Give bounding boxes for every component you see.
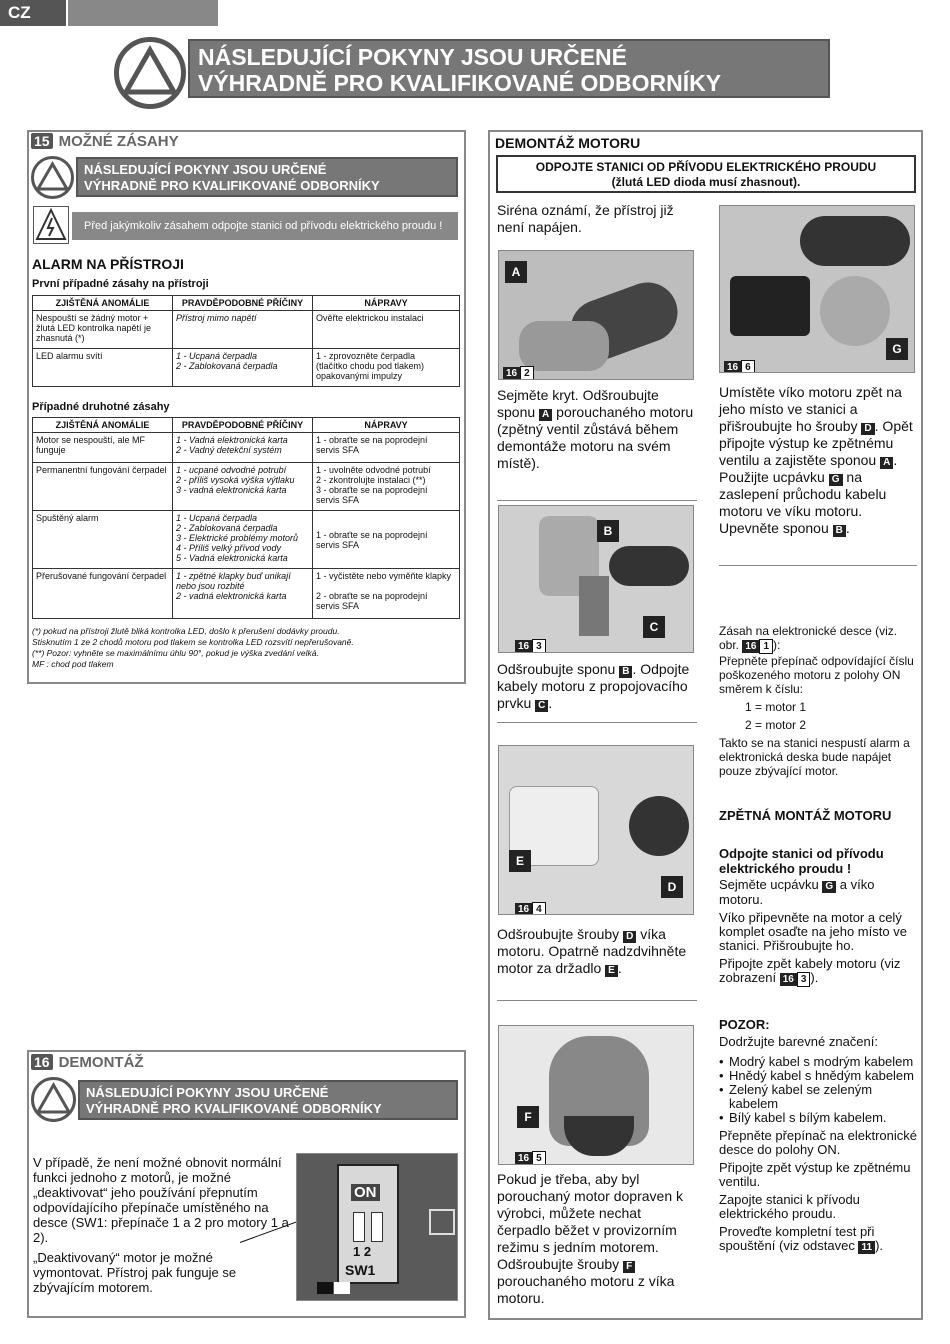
figure-number: 16: [503, 367, 520, 380]
banner-line-2: VÝHRADNĚ PRO KVALIFIKOVANÉ ODBORNÍKY: [198, 70, 722, 96]
banner-line-2: VÝHRADNĚ PRO KVALIFIKOVANÉ ODBORNÍKY: [84, 178, 380, 193]
switch-on-label: ON: [351, 1184, 380, 1201]
reassembly-title: ZPĚTNÁ MONTÁŽ MOTORU: [719, 808, 892, 823]
footnote: (*) pokud na přístroji žlutě bliká kontrolka LED, došlo k přerušení dodávky proudu.: [32, 626, 340, 636]
step-text: Pokud je třeba, aby byl porouchaný motor dopraven k výrobci, můžete nechat čerpadlo běžet v provizorním režimu s jedním motorem. Odšroubujte šrouby: [497, 1171, 683, 1272]
label-a: A: [505, 261, 527, 283]
step-text: Víko připevněte na motor a celý komplet osaďte na jeho místo ve stanici. Přišroubujte ho.: [719, 910, 907, 953]
table-row: [33, 569, 460, 619]
table-cell: Ověřte elektrickou instalaci: [313, 311, 460, 349]
caution-title: POZOR:: [719, 1017, 770, 1032]
section-ref: 11: [858, 1241, 875, 1254]
step-replace-cover: Umístěte víko motoru zpět na jeho místo ve stanici a přišroubujte ho šrouby D . Opět připojte výstup ke zpětnému ventilu a zajistěte sponou A . Použijte ucpávku G na zaslepení průchodu kabelu motoru ve víku motoru. Upevněte sponou B .: [719, 384, 913, 536]
tag-g: G: [822, 881, 836, 893]
table-cell: Spuštěný alarm: [33, 511, 173, 569]
figure-16-3: [498, 505, 694, 653]
figure-number: 16: [515, 640, 532, 653]
figure-number: 16: [515, 1152, 532, 1165]
table-row: [33, 311, 460, 349]
footnote: (**) Pozor: vyhněte se maximálnímu úhlu 90°, pokud je výška zvedání velká.: [32, 648, 319, 658]
main-warning-banner: [188, 39, 830, 98]
dip-switch-1: [353, 1212, 365, 1242]
electric-hazard-icon: [33, 206, 69, 244]
language-tab: CZ: [0, 0, 66, 26]
section-title: DEMONTÁŽ: [58, 1054, 144, 1071]
table-cell: 1 - zpětné klapky buď unikají nebo jsou rozbité 2 - vadná elektronická karta: [173, 569, 313, 619]
warning-triangle-icon: [31, 156, 74, 199]
section-16-warning-banner: [78, 1080, 458, 1120]
section-16-text-2: „Deaktivovaný“ motor je možné vymontovat. Přístroj pak funguje se zbývajícím motorem.: [33, 1250, 237, 1295]
figure-sub-number: 5: [532, 1151, 546, 1165]
divider: [497, 722, 697, 723]
label-c: C: [643, 616, 665, 638]
figure-ref-sub: 1: [759, 639, 773, 654]
figure-ref: 16: [742, 640, 759, 653]
reassembly-steps: Sejměte ucpávku G a víko motoru. Víko připevněte na motor a celý komplet osaďte na jeho místo ve stanici. Přišroubujte ho. Připojte zpět kabely motoru (viz zobrazení 16 3 ).: [719, 878, 917, 987]
table-cell: 1 - obraťte se na poprodejní servis SFA: [313, 511, 460, 569]
step-text: Proveďte kompletní test při spouštění (viz odstavec: [719, 1224, 875, 1253]
tag-c: C: [535, 700, 548, 712]
label-d: D: [661, 876, 683, 898]
table-cell: Přerušované fungování čerpadel: [33, 569, 173, 619]
figure-sub-number: 4: [532, 902, 546, 915]
first-table: [32, 295, 460, 387]
step-unscrew-b: Odšroubujte sponu B . Odpojte kabely motoru z propojovacího prvku C .: [497, 661, 690, 711]
section-15-warning-banner: [76, 157, 458, 197]
section-number: 16: [31, 1054, 53, 1070]
switch-numbers: 1 2: [353, 1244, 372, 1259]
tag-a: A: [539, 409, 552, 421]
figure-ref: 16: [780, 973, 797, 986]
figure-16-6: [719, 205, 915, 373]
table-cell: 1 - ucpané odvodné potrubí 2 - příliš vysoká výška výtlaku 3 - vadná elektronická karta: [173, 463, 313, 511]
figure-16-5: [498, 1025, 694, 1165]
warning-triangle-icon: [31, 1077, 76, 1122]
table-row: [33, 511, 460, 569]
banner-line-1: NÁSLEDUJÍCÍ POKYNY JSOU URČENÉ: [84, 162, 327, 177]
table-row: [33, 463, 460, 511]
warning-triangle-icon: [114, 37, 186, 109]
table-cell: LED alarmu svítí: [33, 349, 173, 387]
figure-number: 16: [515, 903, 532, 915]
tag-f: F: [623, 1261, 635, 1273]
step-text: . Použijte ucpávku: [719, 452, 898, 485]
table-cell: 1 - obraťte se na poprodejní servis SFA: [313, 433, 460, 463]
label-e: E: [509, 850, 531, 872]
section-number: 15: [31, 133, 53, 149]
label-g: G: [886, 338, 908, 360]
col-header: NÁPRAVY: [313, 418, 460, 433]
table-cell: 1 - vyčistěte nebo vyměňte klapky 2 - obraťte se na poprodejní servis SFA: [313, 569, 460, 619]
switch-name: SW1: [345, 1262, 376, 1278]
tag-b: B: [619, 666, 632, 678]
figure-sub-number: 6: [741, 360, 755, 373]
section-title: MOŽNÉ ZÁSAHY: [58, 133, 179, 150]
step-text: porouchaného motoru z víka motoru.: [497, 1273, 675, 1306]
step-text: Sejměte ucpávku: [719, 877, 819, 892]
caution-steps: Dodržujte barevné značení: • Modrý kabel s modrým kabelem • Hnědý kabel s hnědým kabelem • Zelený kabel se zeleným kabelem • Bílý kabel s bílým kabelem. Přepněte přepínač na elektronické desce do polohy ON. Připojte zpět výstup ke zpětnému ventilu. Zapojte stanici k přívodu elektrického proudu. Proveďte kompletní test při spouštění (viz odstavec 11 ).: [719, 1035, 917, 1254]
second-table: [32, 417, 460, 619]
reassembly-warning: Odpojte stanici od přívodu elektrického proudu !: [719, 846, 884, 876]
footnotes: [32, 626, 457, 670]
col-header: NÁPRAVY: [313, 296, 460, 311]
label-f: F: [517, 1106, 539, 1128]
section-15-header: [31, 133, 179, 151]
switch-photo: [296, 1153, 458, 1301]
list-item: • Modrý kabel s modrým kabelem: [719, 1055, 917, 1069]
step-text: Takto se na stanici nespustí alarm a elektronická deska bude napájet pouze zbývající motor.: [719, 736, 910, 778]
list-item: • Bílý kabel s bílým kabelem.: [719, 1111, 917, 1125]
first-interventions-title: První případné zásahy na přístroji: [32, 278, 209, 290]
motor-2-mapping: 2 = motor 2: [745, 718, 807, 732]
tag-b: B: [833, 525, 846, 537]
table-cell: 1 - zprovozněte čerpadla (tlačítko chodu pod tlakem) opakovanými impulzy: [313, 349, 460, 387]
table-cell: Permanentní fungování čerpadel: [33, 463, 173, 511]
step-text: Přepněte přepínač odpovídající číslu poškozeného motoru z polohy ON směrem k číslu:: [719, 654, 914, 696]
power-off-line-2: (žlutá LED dioda musí zhasnout).: [611, 175, 801, 189]
step-text: Zapojte stanici k přívodu elektrického proudu.: [719, 1192, 860, 1221]
step-text: . Opět připojte výstup ke zpětnému ventilu a zajistěte sponou: [719, 418, 913, 468]
step-text: Odšroubujte sponu: [497, 661, 616, 677]
step-text: Odšroubujte šrouby: [497, 926, 620, 942]
col-header: PRAVDĚPODOBNÉ PŘÍČINY: [173, 418, 313, 433]
step-text: Sejměte kryt. Odšroubujte sponu: [497, 387, 659, 420]
electric-warning-bar: Před jakýmkoliv zásahem odpojte stanici od přívodu elektrického proudu !: [72, 212, 458, 240]
motor-demontage-title: DEMONTÁŽ MOTORU: [495, 135, 641, 151]
table-cell: Nespouští se žádný motor + žlutá LED kontrolka napětí je zhasnutá (*): [33, 311, 173, 349]
step-text: Přepněte přepínač na elektronické desce do polohy ON.: [719, 1128, 918, 1157]
table-row: [33, 433, 460, 463]
siren-text: Siréna oznámí, že přístroj již není napájen.: [497, 202, 674, 235]
col-header: ZJIŠTĚNÁ ANOMÁLIE: [33, 296, 173, 311]
banner-line-1: NÁSLEDUJÍCÍ POKYNY JSOU URČENÉ: [86, 1085, 329, 1100]
figure-sub-number: 2: [520, 366, 534, 380]
list-item: • Zelený kabel se zeleným kabelem: [719, 1083, 917, 1111]
step-text: víka motoru. Opatrně nadzdvihněte motor za držadlo: [497, 926, 687, 976]
tag-g: G: [829, 474, 843, 486]
electronic-board-step: Zásah na elektronické desce (viz. obr. 16 1 ): Přepněte přepínač odpovídající číslu poškozeného motoru z polohy ON směrem k číslu: 1 = motor 1 2 = motor 2 Takto se na stanici nespustí alarm a elektronická deska bude napájet pouze zbývající motor.: [719, 624, 917, 778]
figure-ref-sub: 3: [797, 972, 811, 987]
step-text: Zásah na elektronické desce (viz. obr.: [719, 624, 898, 652]
tag-e: E: [605, 965, 618, 977]
figure-sub-number: 3: [532, 639, 546, 653]
alarm-title: ALARM NA PŘÍSTROJI: [32, 256, 184, 272]
divider: [497, 1000, 697, 1001]
col-header: ZJIŠTĚNÁ ANOMÁLIE: [33, 418, 173, 433]
step-remove-cover: [497, 387, 697, 472]
banner-line-1: NÁSLEDUJÍCÍ POKYNY JSOU URČENÉ: [198, 44, 627, 70]
power-off-box: [496, 155, 916, 193]
footnote: MF : chod pod tlakem: [32, 659, 114, 669]
figure-16-2: [498, 250, 694, 380]
divider: [497, 500, 697, 501]
tag-d: D: [861, 423, 874, 435]
step-text: . Odpojte kabely motoru z propojovacího prvku: [497, 661, 690, 711]
figure-16-4: [498, 745, 694, 915]
table-cell: Přístroj mimo napětí: [173, 311, 313, 349]
step-text: Dodržujte barevné značení:: [719, 1034, 878, 1049]
col-header: PRAVDĚPODOBNÉ PŘÍČINY: [173, 296, 313, 311]
table-cell: Motor se nespouští, ale MF funguje: [33, 433, 173, 463]
second-interventions-title: Případné druhotné zásahy: [32, 401, 170, 413]
step-text: Připojte zpět výstup ke zpětnému ventilu.: [719, 1160, 911, 1189]
list-item: • Hnědý kabel s hnědým kabelem: [719, 1069, 917, 1083]
table-cell: 1 - uvolněte odvodné potrubí 2 - zkontrolujte instalaci (**) 3 - obraťte se na poprodejní servis SFA: [313, 463, 460, 511]
section-16-text-1: V případě, že není možné obnovit normální funkci jednoho z motorů, je možné „deaktivovat“ jeho používání přepnutím odpovídajícího přepínače umístěného na desce (SW1: přepínače 1 a 2 pro motory 1 a 2).: [33, 1155, 289, 1245]
step-text: Připojte zpět kabely motoru (viz zobrazení: [719, 956, 901, 985]
step-text: Umístěte víko motoru zpět na jeho místo ve stanici a přišroubujte ho šrouby: [719, 384, 902, 434]
step-text: porouchaného motoru (zpětný ventil zůstává během demontáže motoru na svém místě).: [497, 404, 694, 471]
tag-d: D: [623, 931, 636, 943]
step-text: na zaslepení průchodu kabelu motoru ve víku motoru. Upevněte sponou: [719, 469, 887, 536]
table-cell: 1 - Ucpaná čerpadla 2 - Zablokovaná čerpadla: [173, 349, 313, 387]
divider: [719, 565, 917, 566]
motor-1-mapping: 1 = motor 1: [745, 700, 807, 714]
step-unscrew-d: Odšroubujte šrouby D víka motoru. Opatrně nadzdvihněte motor za držadlo E .: [497, 926, 687, 976]
banner-line-2: VÝHRADNĚ PRO KVALIFIKOVANÉ ODBORNÍKY: [86, 1101, 382, 1116]
step-provisional: [497, 1171, 697, 1307]
footnote: Stisknutím 1 ze 2 chodů motoru pod tlakem se kontrolka LED rozsvítí nepřerušovaně.: [32, 637, 354, 647]
label-b: B: [597, 520, 619, 542]
table-cell: 1 - Ucpaná čerpadla 2 - Zablokovaná čerpadla 3 - Elektrické problémy motorů 4 - Příliš velký přívod vody 5 - Vadná elektronická karta: [173, 511, 313, 569]
power-off-line-1: ODPOJTE STANICI OD PŘÍVODU ELEKTRICKÉHO PROUDU: [535, 160, 877, 174]
step-text: a víko motoru.: [719, 877, 875, 907]
dip-switch-2: [371, 1212, 383, 1242]
table-row: [33, 349, 460, 387]
tag-a: A: [880, 457, 893, 469]
section-16-header: [31, 1054, 144, 1072]
table-cell: 1 - Vadná elektronická karta 2 - Vadný detekční systém: [173, 433, 313, 463]
figure-number: 16: [724, 361, 741, 373]
header-bar: [68, 0, 218, 26]
